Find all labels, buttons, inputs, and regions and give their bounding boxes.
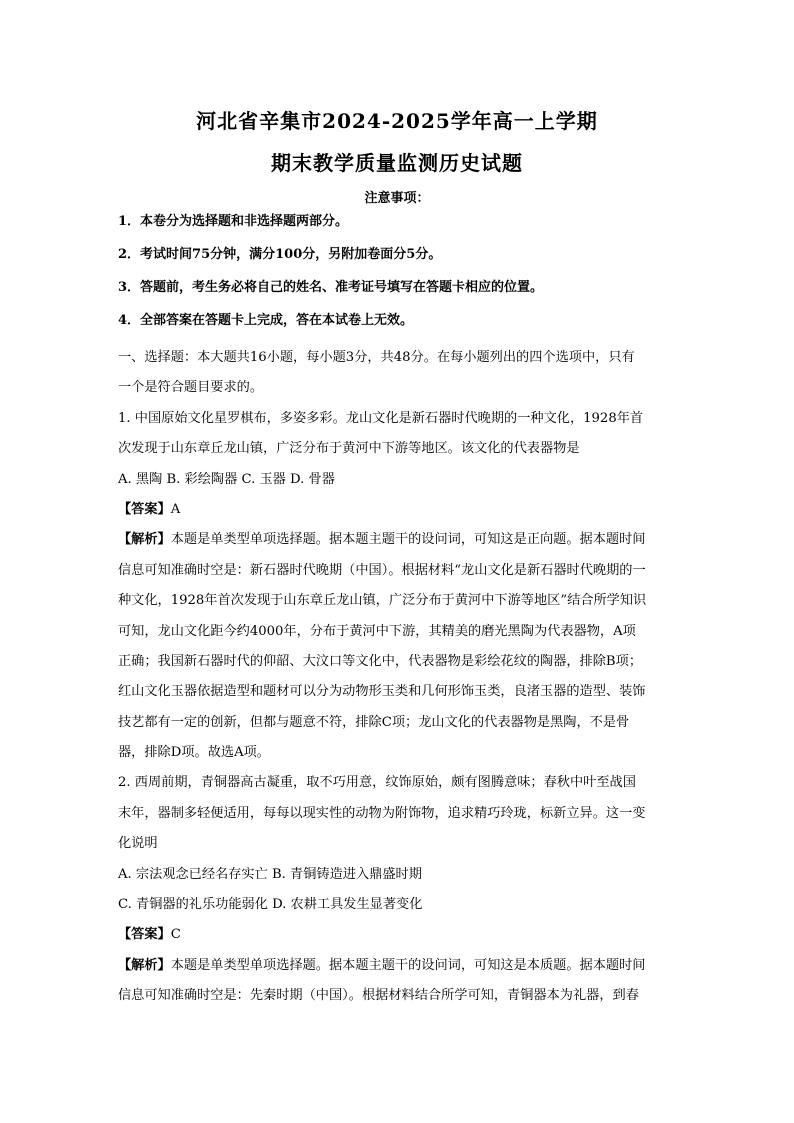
answer-label: 【答案】 — [118, 501, 171, 517]
notice-list — [118, 213, 688, 345]
q1-analysis-line: 器，排除D项。故选A项。 — [118, 745, 270, 761]
notice-heading: 注意事项： — [364, 191, 430, 206]
notice-item: 4．全部答案在答题卡上完成，答在本试卷上无效。 — [118, 313, 414, 328]
q1-analysis-line: 技艺都有一定的创新，但都与题意不符，排除C项；龙山文化的代表器物是黑陶，不是骨 — [118, 714, 630, 730]
analysis-text: 本题是单类型单项选择题。据本题主题干的设问词，可知这是本质题。据本题时间 — [170, 957, 646, 973]
q1-analysis-line: 种文化，1928年首次发现于山东章丘龙山镇，广泛分布于黄河中下游等地区”结合所学知识 — [118, 593, 647, 609]
notice-item: 1．本卷分为选择题和非选择题两部分。 — [118, 214, 349, 229]
q1-analysis — [118, 525, 688, 555]
q2-options: C. 青铜器的礼乐功能弱化 D. 农耕工具发生显著变化 — [118, 897, 423, 913]
q2-stem-cont: 化说明 — [118, 836, 158, 852]
q1-stem: 1. 中国原始文化星罗棋布，多姿多彩。龙山文化是新石器时代晚期的一种文化，1928年首 — [118, 410, 644, 426]
analysis-label: 【解析】 — [118, 532, 171, 548]
q2-answer — [118, 920, 688, 950]
q1-analysis-line: 可知，龙山文化距今约4000年，分布于黄河中下游，其精美的磨光黑陶为代表器物，A项 — [118, 623, 636, 639]
q2-analysis — [118, 951, 688, 981]
q1-analysis-line: 红山文化玉器依据造型和题材可以分为动物形玉类和几何形饰玉类，良渚玉器的造型、装饰 — [118, 684, 646, 700]
q1-answer — [118, 495, 688, 525]
exam-title-line2: 期末教学质量监测历史试题 — [271, 151, 523, 175]
analysis-text: 本题是单类型单项选择题。据本题主题干的设问词，可知这是正向题。据本题时间 — [170, 532, 646, 548]
answer-value: A — [170, 501, 181, 517]
answer-value: C — [170, 927, 181, 943]
exam-title-line1: 河北省辛集市2024-2025学年高一上学期 — [196, 109, 598, 133]
q2-options: A. 宗法观念已经名存实亡 B. 青铜铸造进入鼎盛时期 — [118, 866, 422, 882]
q1-stem-cont: 次发现于山东章丘龙山镇，广泛分布于黄河中下游等地区。该文化的代表器物是 — [118, 441, 580, 457]
q1-analysis-line: 信息可知准确时空是：新石器时代晚期（中国）。根据材料“龙山文化是新石器时代晚期的一 — [118, 562, 646, 578]
q2-analysis-line: 信息可知准确时空是：先秦时期（中国）。根据材料结合所学可知，青铜器本为礼器，到春 — [118, 988, 639, 1004]
q2-stem-cont: 末年，器制多轻便适用，每每以现实性的动物为附饰物，追求精巧玲珑，标新立异。这一变 — [118, 805, 646, 821]
section-heading-cont: 一个是符合题目要求的。 — [118, 380, 264, 396]
q1-options: A. 黑陶 B. 彩绘陶器 C. 玉器 D. 骨器 — [118, 471, 335, 487]
question-body — [118, 343, 688, 1012]
q1-analysis-line: 正确；我国新石器时代的仰韶、大汶口等文化中，代表器物是彩绘花纹的陶器，排除B项； — [118, 653, 642, 669]
notice-item: 3．答题前，考生务必将自己的姓名、准考证号填写在答题卡相应的位置。 — [118, 280, 544, 295]
analysis-label: 【解析】 — [118, 957, 171, 973]
q2-stem: 2. 西周前期，青铜器高古凝重，取不巧用意，纹饰原始，颇有图腾意味；春秋中叶至战国 — [118, 775, 636, 791]
section-heading: 一、选择题：本大题共16小题，每小题3分，共48分。在每小题列出的四个选项中，只有 — [118, 350, 635, 365]
notice-item: 2．考试时间75分钟，满分100分，另附加卷面分5分。 — [118, 247, 442, 262]
answer-label: 【答案】 — [118, 927, 171, 943]
